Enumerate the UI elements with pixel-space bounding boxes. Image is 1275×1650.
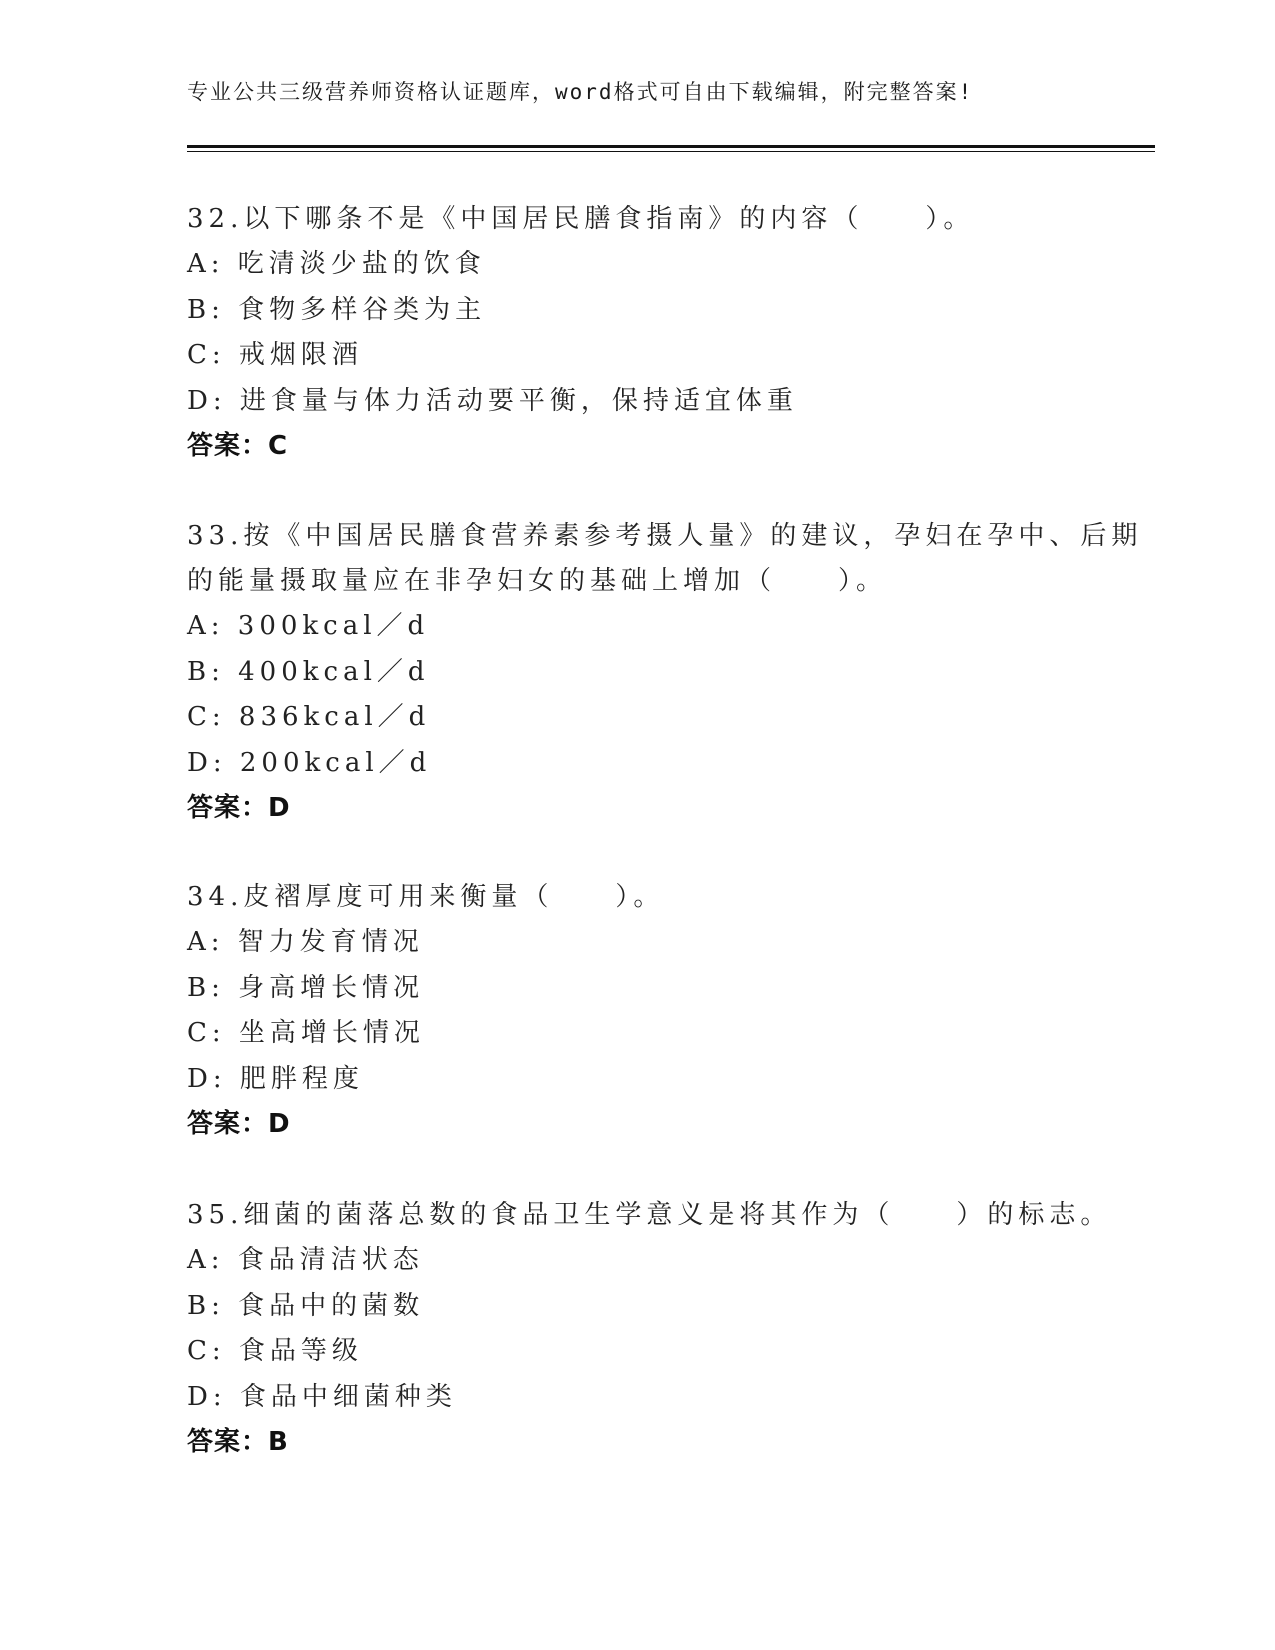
option-b: B: 食品中的菌数: [187, 1290, 425, 1321]
option-a: A: 吃清淡少盐的饮食: [187, 249, 486, 279]
option-a: A: 智力发育情况: [187, 927, 424, 957]
option-b: B: 身高增长情况: [187, 972, 425, 1003]
option-d: D: 进食量与体力活动要平衡，保持适宜体重: [187, 385, 798, 416]
option-c: C: 坐高增长情况: [187, 1018, 425, 1048]
option-c: C: 戒烟限酒: [187, 340, 363, 370]
option-d: D: 肥胖程度: [187, 1063, 364, 1094]
question-34: [187, 875, 1087, 1147]
page-header: 专业公共三级营养师资格认证题库，word格式可自由下载编辑，附完整答案!: [187, 80, 974, 104]
option-b: B: 食物多样谷类为主: [187, 294, 487, 325]
answer: 答案：B: [187, 1427, 289, 1457]
header-rule-thick: [187, 145, 1155, 148]
option-b: B: 400kcal／d: [187, 656, 430, 687]
option-a: A: 食品清洁状态: [187, 1245, 424, 1275]
option-d: D: 食品中细菌种类: [187, 1381, 457, 1412]
option-c: C: 食品等级: [187, 1336, 363, 1366]
question-stem-line-2: 的能量摄取量应在非孕妇女的基础上增加（ ）。: [187, 566, 888, 596]
question-35: [187, 1193, 1112, 1465]
question-stem-line-1: 33.按《中国居民膳食营养素参考摄人量》的建议，孕妇在孕中、后期: [187, 521, 1143, 551]
question-stem: 35.细菌的菌落总数的食品卫生学意义是将其作为（ ）的标志。: [187, 1200, 1112, 1230]
question-stem: 34.皮褶厚度可用来衡量（ ）。: [187, 882, 665, 912]
question-33: [187, 514, 1143, 831]
answer: 答案：D: [187, 793, 291, 823]
question-32: [187, 197, 1087, 469]
question-stem: 32.以下哪条不是《中国居民膳食指南》的内容（ ）。: [187, 204, 975, 234]
answer: 答案：D: [187, 1109, 291, 1139]
option-a: A: 300kcal／d: [187, 611, 430, 641]
option-d: D: 200kcal／d: [187, 747, 432, 778]
answer: 答案：C: [187, 431, 289, 461]
option-c: C: 836kcal／d: [187, 702, 431, 732]
header-rule-thin: [187, 151, 1155, 152]
